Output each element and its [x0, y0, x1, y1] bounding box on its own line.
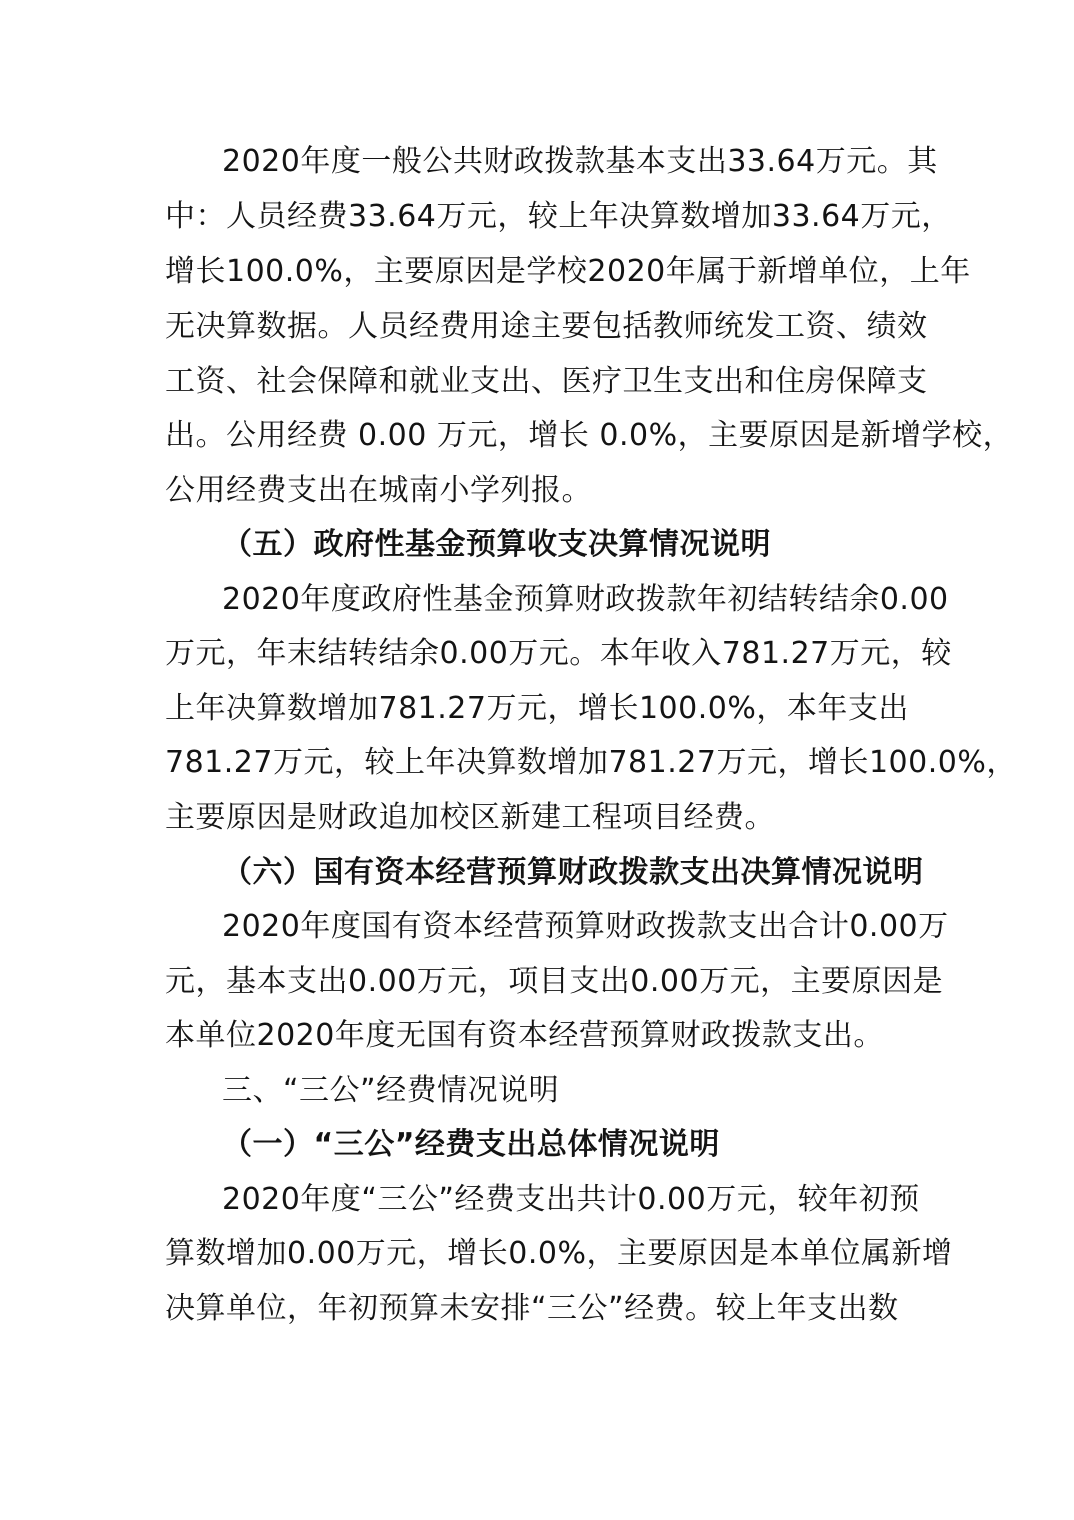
body-text-line: 算数增加0.00万元，增长0.0%，主要原因是本单位属新增: [165, 1236, 953, 1271]
body-text-line: 元，基本支出0.00万元，项目支出0.00万元，主要原因是: [165, 964, 944, 999]
body-text-line: 出。公用经费 0.00 万元，增长 0.0%，主要原因是新增学校，: [165, 418, 1014, 453]
body-text-line: 2020年度“三公”经费支出共计0.00万元，较年初预: [222, 1182, 920, 1217]
body-text-line: 主要原因是财政追加校区新建工程项目经费。: [165, 800, 775, 835]
section-heading-government-fund: （五）政府性基金预算收支决算情况说明: [222, 527, 771, 562]
section-heading-three-public-overview: （一）“三公”经费支出总体情况说明: [222, 1127, 720, 1162]
body-text-line: 2020年度一般公共财政拨款基本支出33.64万元。其: [222, 144, 938, 179]
body-text-line: 本单位2020年度无国有资本经营预算财政拨款支出。: [165, 1018, 884, 1053]
body-text-line: 2020年度政府性基金预算财政拨款年初结转结余0.00: [222, 582, 949, 617]
body-text-line: 决算单位，年初预算未安排“三公”经费。较上年支出数: [165, 1291, 899, 1326]
body-text-line: 中：人员经费33.64万元，较上年决算数增加33.64万元，: [165, 199, 952, 234]
body-text-line: 增长100.0%，主要原因是学校2020年属于新增单位，上年: [165, 254, 971, 289]
section-heading-state-capital: （六）国有资本经营预算财政拨款支出决算情况说明: [222, 855, 924, 890]
body-text-line: 上年决算数增加781.27万元，增长100.0%，本年支出: [165, 691, 909, 726]
body-text-line: 781.27万元，较上年决算数增加781.27万元，增长100.0%，: [165, 745, 1017, 780]
body-text-line: 2020年度国有资本经营预算财政拨款支出合计0.00万: [222, 909, 949, 944]
chapter-heading-three-public: 三、“三公”经费情况说明: [222, 1073, 560, 1108]
body-text-line: 公用经费支出在城南小学列报。: [165, 473, 592, 508]
body-text-line: 工资、社会保障和就业支出、医疗卫生支出和住房保障支: [165, 364, 928, 399]
body-text-line: 万元，年末结转结余0.00万元。本年收入781.27万元，较: [165, 636, 952, 671]
body-text-line: 无决算数据。人员经费用途主要包括教师统发工资、绩效: [165, 309, 928, 344]
